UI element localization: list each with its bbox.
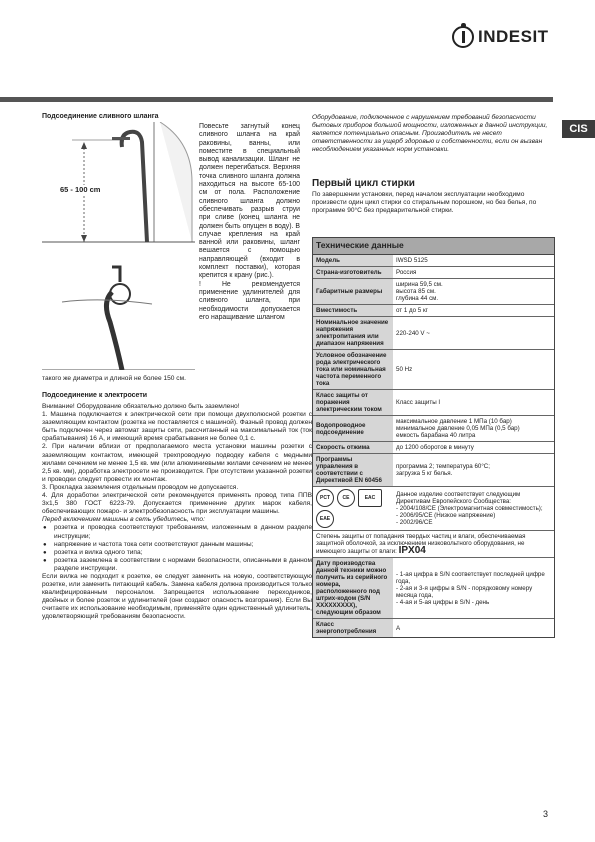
dims-label: Габаритные размеры xyxy=(313,279,393,304)
table-row xyxy=(313,267,554,279)
date-rule: - 2-ая и 3-я цифры в S/N - порядковому номеру месяца года, xyxy=(396,584,533,599)
certification-marks xyxy=(313,487,393,530)
date-rule: - 1-ая цифра в S/N соответствует последней цифре года, xyxy=(396,570,545,585)
protection-value: Класс защиты I xyxy=(396,399,441,406)
directive-line: - 2002/96/CE xyxy=(396,519,433,526)
ip-code: IPX04 xyxy=(398,545,426,556)
electric-check-intro: Перед включением машины в сеть убедитесь, что: xyxy=(42,516,205,524)
date-rule: - 4-ая и 5-ая цифры в S/N - день xyxy=(396,598,490,606)
drain-hose-illustration xyxy=(42,122,195,370)
electric-paragraph-2: 2. При наличии вблизи от предполагаемого места установки машины розетки с заземляющим контактом, имеющей трехпроводную подводку кабеля с медными жилами сечением не менее 1,5 кв. мм (или алюминиевыми жилами сечением не менее 2,5 кв. мм), доработка электросети не производится. При отсутствии указанной розетки и проводки следует провести их монтаж. xyxy=(42,443,312,483)
energy-value: A xyxy=(396,624,401,632)
safety-warning: Оборудование, подключенное с нарушением требований безопасности бытовых приборов большой мощности, изложенных в данной инструкции, является потенциально опасным. Производитель не несет ответственности за ущерб здоровью и собственности, если он вызван несоблюдением указанных норм установки. xyxy=(312,114,548,154)
table-row xyxy=(313,390,554,416)
directive-line: - 2004/108/CE (Электромагнитная совместимость); xyxy=(396,505,543,512)
program-line: загрузка 5 кг белья. xyxy=(396,470,453,477)
max-pressure: максимальное давление 1 МПа (10 бар) xyxy=(396,418,512,425)
drain-note: ! Не рекомендуется применение удлинителей для сливного шланга, при необходимости допускается его наращивание шлангом xyxy=(199,280,300,321)
table-row xyxy=(313,619,554,637)
directives-value xyxy=(393,487,554,530)
list-item: ● напряжение и частота тока сети соответствуют данным машины; xyxy=(42,541,312,549)
first-cycle-title: Первый цикл стирки xyxy=(312,178,415,189)
country-value: Россия xyxy=(396,269,417,276)
ip-rating xyxy=(313,531,554,557)
eae-mark: ЕАЕ xyxy=(316,510,334,528)
brand-name: INDESIT xyxy=(478,27,549,46)
drain-note-tail: такого же диаметра и длиной не более 150 см. xyxy=(42,375,186,382)
frequency-value: 50 Hz xyxy=(396,366,413,373)
dims-value xyxy=(393,279,554,304)
pct-mark: PCT xyxy=(316,489,334,507)
tech-data-table xyxy=(312,237,555,638)
tech-data-title: Технические данные xyxy=(313,238,554,255)
table-row xyxy=(313,350,554,390)
spin-label: Скорость отжима xyxy=(313,442,393,453)
list-item: ● розетка и проводка соответствуют требованиям, изложенным в данном разделе инструкции; xyxy=(42,524,312,540)
water-label: Водопроводное подсоединение xyxy=(313,416,393,441)
depth-value: глубина 44 см. xyxy=(396,295,439,302)
model-label: Модель xyxy=(313,255,393,266)
width-value: ширина 59,5 см. xyxy=(396,281,443,288)
list-item: ● розетка и вилка одного типа; xyxy=(42,549,312,557)
energy-label: Класс энергопотребления xyxy=(313,619,393,637)
electric-paragraph-4: 4. Для доработки электрической сети рекомендуется применять провод типа ППВ 3х1,5 380 ГОСТ 6223-79. Допускается применение других марок кабеля, обеспечивающих пожаро- и электробезопасность при эксплуатации машины. xyxy=(42,492,312,516)
table-row xyxy=(313,487,554,531)
frequency-label: Условное обозначение рода электрического тока или номинальная частота переменного тока xyxy=(313,350,393,389)
brand-logo xyxy=(452,26,549,48)
model-value: IWSD 5125 xyxy=(396,257,428,264)
spin-value: до 1200 оборотов в минуту xyxy=(396,444,474,451)
capacity-label: Вместимость xyxy=(313,305,393,316)
header-divider xyxy=(0,97,553,102)
table-row xyxy=(313,454,554,487)
hose-height-label: 65 - 100 cm xyxy=(60,185,101,194)
first-cycle-text: По завершении установки, перед началом эксплуатации необходимо произвести один цикл стирки со стиральным порошком, но без белья, по программе 90°С без предварительной стирки. xyxy=(312,191,537,215)
directive-line: Данное изделие соответствует следующим Директивам Европейского Сообщества: xyxy=(396,491,521,505)
programs-value xyxy=(393,454,554,486)
electric-section-title: Подсоединение к электросети xyxy=(42,392,148,399)
voltage-label: Номинальное значение напряжения электропитания или диапазон напряжения xyxy=(313,317,393,349)
country-label: Страна-изготовитель xyxy=(313,267,393,278)
drum-capacity: емкость барабана 40 литра xyxy=(396,432,476,439)
brand-logo-icon xyxy=(452,26,474,48)
eac-mark: EAC xyxy=(358,489,382,507)
production-date-value xyxy=(393,558,554,618)
electric-closing: Если вилка не подходит к розетке, ее следует заменить на новую, соответствующую розетке, или заменить питающий кабель. Замена кабеля должна производиться только квалифицированным персоналом. Запрещается использование переходников, двойных и более розеток и удлинителей (они создают опасность возгорания). Если Вы считаете их использование необходимым, применяйте один единственный удлинитель, удовлетворяющий требованиям безопасности. xyxy=(42,572,312,621)
language-tab: CIS xyxy=(562,120,595,138)
min-pressure: минимальное давление 0,05 МПа (0,5 бар) xyxy=(396,425,520,432)
electric-body xyxy=(42,403,312,622)
production-date-label: Дату производства данной техники можно получить из серийного номера, расположенного под штрих-кодом (S/N XXXXXXXXX), следующим образом xyxy=(313,558,393,618)
voltage-value: 220-240 V ~ xyxy=(396,329,430,337)
programs-label: Программы управления в соответствии с Директивой EN 60456 xyxy=(313,454,393,486)
water-value xyxy=(393,416,554,441)
table-row xyxy=(313,558,554,619)
electric-paragraph-3: 3. Прокладка заземления отдельным проводом не допускается. xyxy=(42,483,239,491)
list-item: ● розетка заземлена в соответствии с нормами безопасности, описанными в данном разделе инструкции. xyxy=(42,557,312,573)
page-number: 3 xyxy=(543,809,549,819)
electric-paragraph-1: 1. Машина подключается к электрической сети при помощи двухполюсной розетки с заземляющим контактом (розетка не поставляется с машиной). Фазный провод должен быть подключен через автомат защиты сети, рассчитанный на максимальный ток (ток срабатывания) 16 А, и имеющий время срабатывания не более 0,1 с. xyxy=(42,411,312,443)
capacity-value: от 1 до 5 кг xyxy=(396,307,428,314)
drain-instructions xyxy=(199,123,300,322)
ip-text: Степень защиты от попадания твердых частиц и влаги, обеспечиваемая защитной оболочкой, за исключением низковольтного оборудования, не имеющего защиты от влаги: xyxy=(316,533,526,555)
ce-mark: CE xyxy=(337,489,355,507)
drain-section-title: Подсоединение сливного шланга xyxy=(42,113,159,120)
program-line: программа 2; температура 60°С; xyxy=(396,463,490,470)
electric-warning: Внимание! Оборудование обязательно должно быть заземлено! xyxy=(42,403,240,410)
drain-text: Повесьте загнутый конец сливного шланга на край раковины, ванны, или поместите в специальный вывод канализации. Шланг не должен перегибаться. Верхняя точка сливного шланга должна находиться на высоте 65-100 см от пола. Расположение сливного шланга должно обеспечивать разрыв струи при сливе (конец шланга не должен быть опущен в воду). В случае крепления на край ванной или раковины, шланг вешается с помощью направляющей (входит в комплект поставки), которая крепится к крану (рис.). xyxy=(199,123,300,280)
height-value: высота 85 см. xyxy=(396,288,436,295)
table-row xyxy=(313,317,554,350)
table-row xyxy=(313,305,554,317)
table-row xyxy=(313,416,554,442)
directive-line: - 2006/95/CE (Низкое напряжение) xyxy=(396,512,496,519)
table-row xyxy=(313,442,554,454)
table-row xyxy=(313,255,554,267)
protection-label: Класс защиты от поражения электрическим током xyxy=(313,390,393,415)
table-row xyxy=(313,279,554,305)
table-row xyxy=(313,531,554,558)
